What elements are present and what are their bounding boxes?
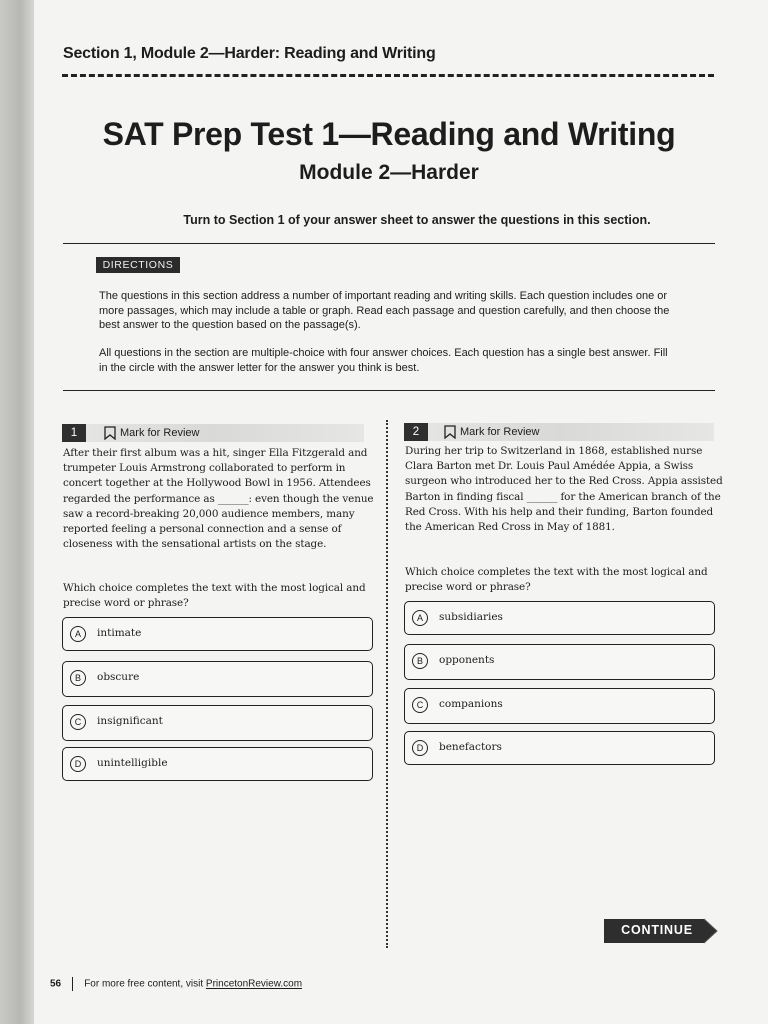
question-1-choice-c[interactable] [62,705,373,741]
page-subtitle: Module 2—Harder [299,161,479,184]
question-2-choice-a[interactable] [404,601,715,635]
directions-paragraph-2: All questions in the section are multiple-choice with four answer choices. Each question has a single best answer. Fill in the circle with the answer letter for the answer you think is best. [99,347,668,374]
question-1-passage: After their first album was a hit, singer Ella Fitzgerald and trumpeter Louis Armstrong collaborated to perform in concert together at the Hollywood Bowl in 1956. Attendees regarded the performance as ______: even though the venue saw a record-breaking 20,000 audience members, many reported feeling a personal connection and a sense of closeness with the sensational artists on the stage. [63,447,374,551]
continue-button[interactable] [604,918,718,942]
answer-sheet-instruction: Turn to Section 1 of your answer sheet to answer the questions in this section. [183,213,651,227]
question-1-choice-a[interactable] [62,617,373,651]
question-1-choice-b[interactable] [62,661,373,697]
question-1-choice-d[interactable] [62,747,373,781]
question-1-header [62,424,364,442]
divider-top [63,243,715,244]
column-divider [386,420,388,948]
page-title: SAT Prep Test 1—Reading and Writing [102,116,676,152]
choice-letter-circle: A [70,626,86,642]
divider-bottom [63,390,715,391]
question-2-passage: During her trip to Switzerland in 1868, established nurse Clara Barton met Dr. Louis Paul Amédée Appia, a Swiss surgeon who introduced her to the Red Cross. Appia assisted Barton in finding fiscal ______ for the American branch of the Red Cross. With his help and their funding, Barton founded the American Red Cross in May of 1881. [405,445,723,534]
choice-text: subsidiaries [439,611,503,623]
question-2-header [404,423,714,441]
choice-letter-circle: B [412,653,428,669]
question-1-number: 1 [62,424,86,442]
header-dashed-rule [62,74,714,77]
choice-text: unintelligible [97,757,168,769]
choice-text: opponents [439,654,495,666]
scan-edge [0,0,34,1024]
question-2-mark-for-review[interactable]: Mark for Review [460,426,540,438]
question-2-prompt: Which choice completes the text with the most logical and precise word or phrase? [405,566,708,593]
page-footer [50,977,302,991]
bookmark-icon[interactable] [444,425,456,439]
footer-text: For more free content, visit [84,978,206,990]
directions-paragraph-1: The questions in this section address a number of important reading and writing skills. Each question includes one or more passages, which may include a table or graph. Read each passage and question carefully, and then choose the best answer to the question based on the passage(s). [99,290,670,331]
continue-label: CONTINUE [621,923,693,937]
choice-letter-circle: C [412,697,428,713]
choice-text: obscure [97,671,140,683]
footer-separator [72,977,74,991]
choice-text: companions [439,698,503,710]
question-1-mark-for-review[interactable]: Mark for Review [120,427,200,439]
question-2-choice-d[interactable] [404,731,715,765]
page-number: 56 [50,978,62,990]
choice-letter-circle: D [70,756,86,772]
section-header: Section 1, Module 2—Harder: Reading and Writing [63,45,436,62]
choice-letter-circle: D [412,740,428,756]
choice-text: insignificant [97,715,163,727]
question-2-choice-b[interactable] [404,644,715,680]
question-2-choice-c[interactable] [404,688,715,724]
choice-letter-circle: A [412,610,428,626]
choice-letter-circle: B [70,670,86,686]
footer-link[interactable]: PrincetonReview.com [205,978,303,990]
question-1-prompt: Which choice completes the text with the most logical and precise word or phrase? [63,582,366,609]
choice-letter-circle: C [70,714,86,730]
question-2-number: 2 [404,423,428,441]
test-page [34,0,768,1024]
bookmark-icon[interactable] [104,426,116,440]
directions-label: DIRECTIONS [96,257,180,273]
choice-text: benefactors [439,741,502,753]
choice-text: intimate [97,627,142,639]
